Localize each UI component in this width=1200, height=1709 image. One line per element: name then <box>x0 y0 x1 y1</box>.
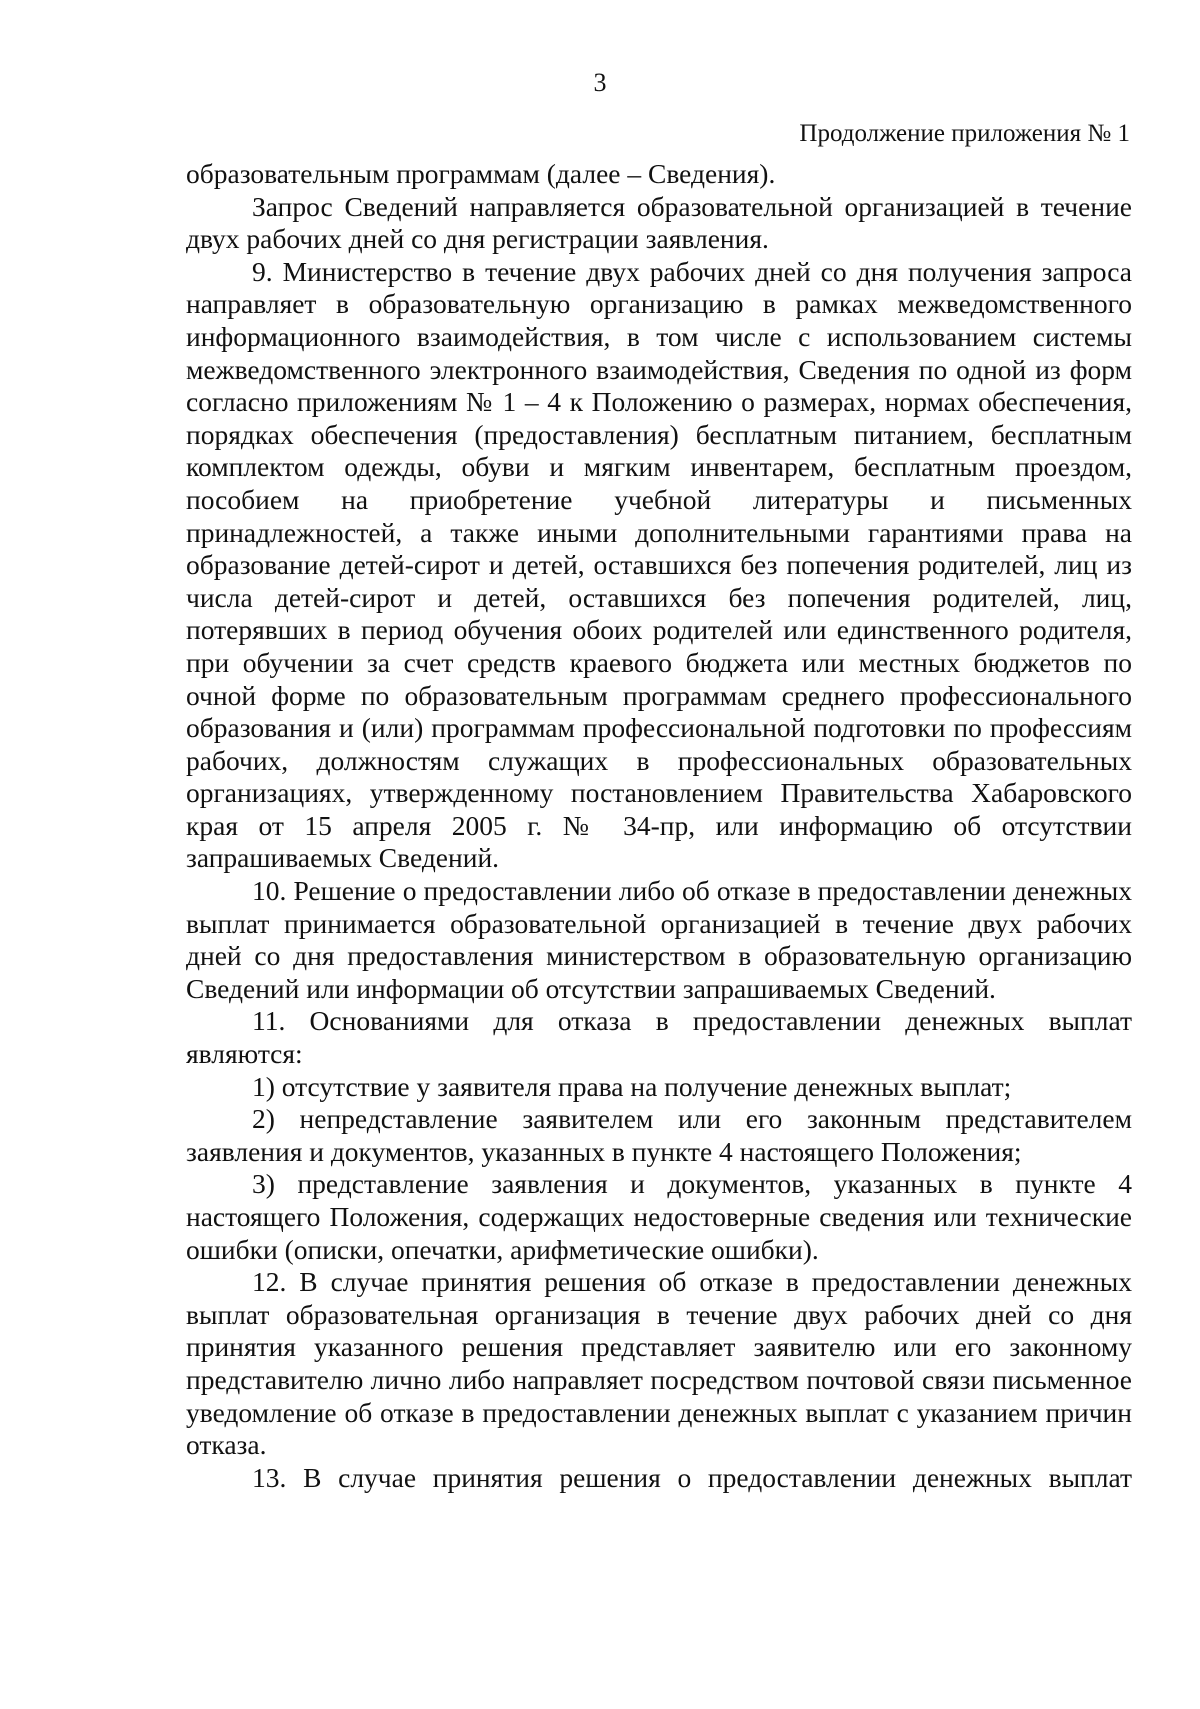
page-number: 3 <box>593 68 607 97</box>
document-body <box>186 158 1132 1494</box>
paragraph-item-9: 9. Министерство в течение двух рабочих дней со дня получения запроса направляет в образовательную организацию в рамках межведомственного информационного взаимодействия, в том числе с использованием системы межведомственного электронного взаимодействия, Сведения по одной из форм согласно приложениям № 1 – 4 к Положению о размерах, нормах обеспечения, порядках обеспечения (предоставления) бесплатным питанием, бесплатным комплектом одежды, обуви и мягким инвентарем, бесплатным проездом, пособием на приобретение учебной литературы и письменных принадлежностей, а также иными дополнительными гарантиями права на образование детей-сирот и детей, оставшихся без попечения родителей, лиц из числа детей-сирот и детей, оставшихся без попечения родителей, лиц, потерявших в период обучения обоих родителей или единственного родителя, при обучении за счет средств краевого бюджета или местных бюджетов по очной форме по образовательным программам среднего профессионального образования и (или) программам профессиональной подготовки по профессиям рабочих, должностям служащих в профессиональных образовательных организациях, утвержденному постановлением Правительства Хабаровского края от 15 апреля 2005 г. № 34-пр, или информацию об отсутствии запрашиваемых Сведений. <box>186 255 1132 874</box>
paragraph-item-11-2: 2) непредставление заявителем или его законным представителем заявления и документов, указанных в пункте 4 настоящего Положения; <box>186 1103 1132 1167</box>
paragraph-item-11-1: 1) отсутствие у заявителя права на получение денежных выплат; <box>252 1070 1012 1102</box>
paragraph-request: Запрос Сведений направляется образовательной организацией в течение двух рабочих дней со дня регистрации заявления. <box>186 190 1132 255</box>
paragraph-item-11-3: 3) представление заявления и документов, указанных в пункте 4 настоящего Положения, содержащих недостоверные сведения или технические ошибки (описки, опечатки, арифметические ошибки). <box>186 1168 1132 1265</box>
continuation-label: Продолжение приложения № 1 <box>799 120 1130 147</box>
paragraph-continued: образовательным программам (далее – Сведения). <box>186 158 776 189</box>
paragraph-item-10: 10. Решение о предоставлении либо об отказе в предоставлении денежных выплат принимается образовательной организацией в течение двух рабочих дней со дня предоставления министерством в образовательную организацию Сведений или информации об отсутствии запрашиваемых Сведений. <box>186 875 1132 1004</box>
paragraph-item-13: 13. В случае принятия решения о предоставлении денежных выплат <box>252 1461 1132 1493</box>
paragraph-item-12: 12. В случае принятия решения об отказе в предоставлении денежных выплат образовательная организация в течение двух рабочих дней со дня принятия указанного решения представляет заявителю или его законному представителю лично либо направляет посредством почтовой связи письменное уведомление об отказе в предоставлении денежных выплат с указанием причин отказа. <box>186 1266 1132 1461</box>
paragraph-item-11: 11. Основаниями для отказа в предоставлении денежных выплат являются: <box>186 1005 1132 1070</box>
